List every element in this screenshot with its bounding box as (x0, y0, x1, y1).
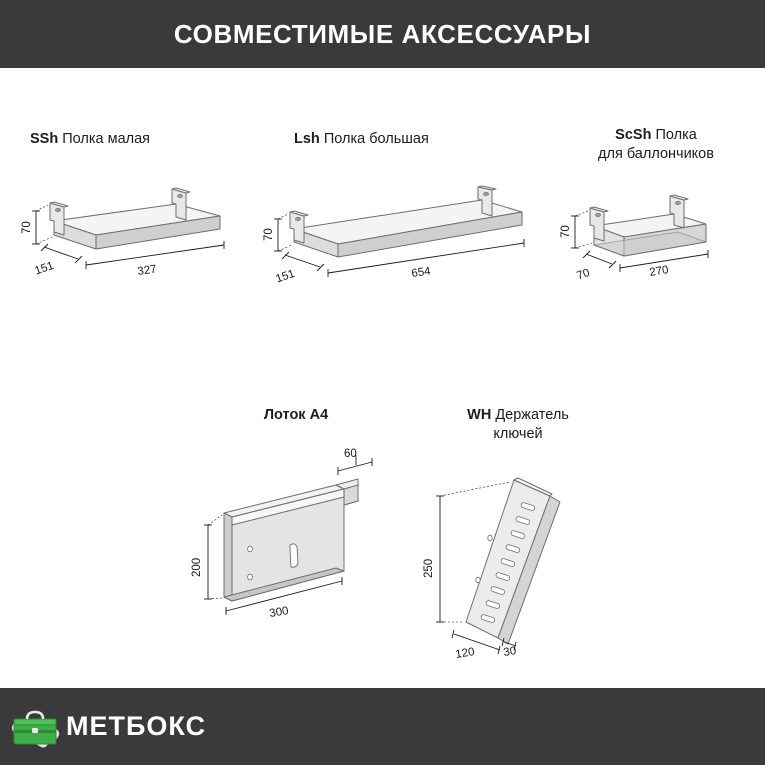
item-scsh-name: Полка (655, 127, 697, 143)
item-wh-name2: ключей (493, 426, 543, 442)
item-tray-caption (186, 406, 406, 425)
dim-wh-thickness: 30 (502, 645, 518, 659)
item-lsh-name: Полка большая (323, 131, 429, 147)
item-ssh-drawing (21, 187, 260, 297)
item-scsh-caption (566, 126, 746, 164)
dim-tray-width: 300 (268, 605, 290, 620)
item-tray-drawing (186, 448, 406, 633)
item-wh-code: WH (467, 407, 492, 423)
item-wh-caption (418, 406, 618, 444)
item-scsh (560, 126, 746, 294)
item-scsh-name2: для баллончиков (598, 146, 714, 162)
item-lsh-code: Lsh (294, 131, 320, 147)
dim-lsh-depth: 151 (274, 267, 297, 286)
item-scsh-code: ScSh (615, 127, 652, 143)
item-ssh-name: Полка малая (62, 131, 151, 147)
item-wh (418, 406, 618, 661)
item-wh-drawing (418, 466, 618, 661)
toolbox-with-wrench-icon (8, 702, 62, 752)
dim-wh-height: 250 (423, 558, 435, 578)
dim-tray-depth: 60 (344, 448, 357, 460)
accessories-content (0, 68, 765, 688)
item-tray-code: Лоток (263, 407, 306, 423)
dim-lsh-width: 654 (410, 265, 432, 280)
item-lsh-drawing (263, 187, 552, 297)
item-tray-a4 (186, 406, 406, 633)
item-tray-name: A4 (309, 407, 329, 423)
dim-scsh-depth: 70 (575, 266, 592, 283)
item-wh-name: Держатель (495, 407, 569, 423)
brand-name: МЕТБОКС (66, 711, 207, 741)
dim-ssh-height: 70 (21, 221, 33, 234)
item-ssh-code: SSh (30, 131, 59, 147)
dim-tray-height: 200 (191, 557, 203, 577)
dim-scsh-width: 270 (648, 264, 670, 279)
dim-lsh-height: 70 (263, 228, 275, 241)
page-footer (0, 688, 765, 765)
item-ssh (21, 130, 260, 297)
dim-wh-width: 120 (454, 646, 476, 661)
item-lsh (263, 130, 552, 297)
dim-ssh-width: 327 (136, 263, 158, 278)
dim-ssh-depth: 151 (33, 259, 56, 278)
item-ssh-caption (30, 130, 260, 149)
item-lsh-caption (272, 130, 552, 149)
page-title: СОВМЕСТИМЫЕ АКСЕССУАРЫ (173, 18, 592, 49)
page-header (0, 0, 765, 68)
item-scsh-drawing (560, 184, 746, 294)
brand-logo (8, 694, 207, 760)
dim-scsh-height: 70 (560, 225, 572, 238)
